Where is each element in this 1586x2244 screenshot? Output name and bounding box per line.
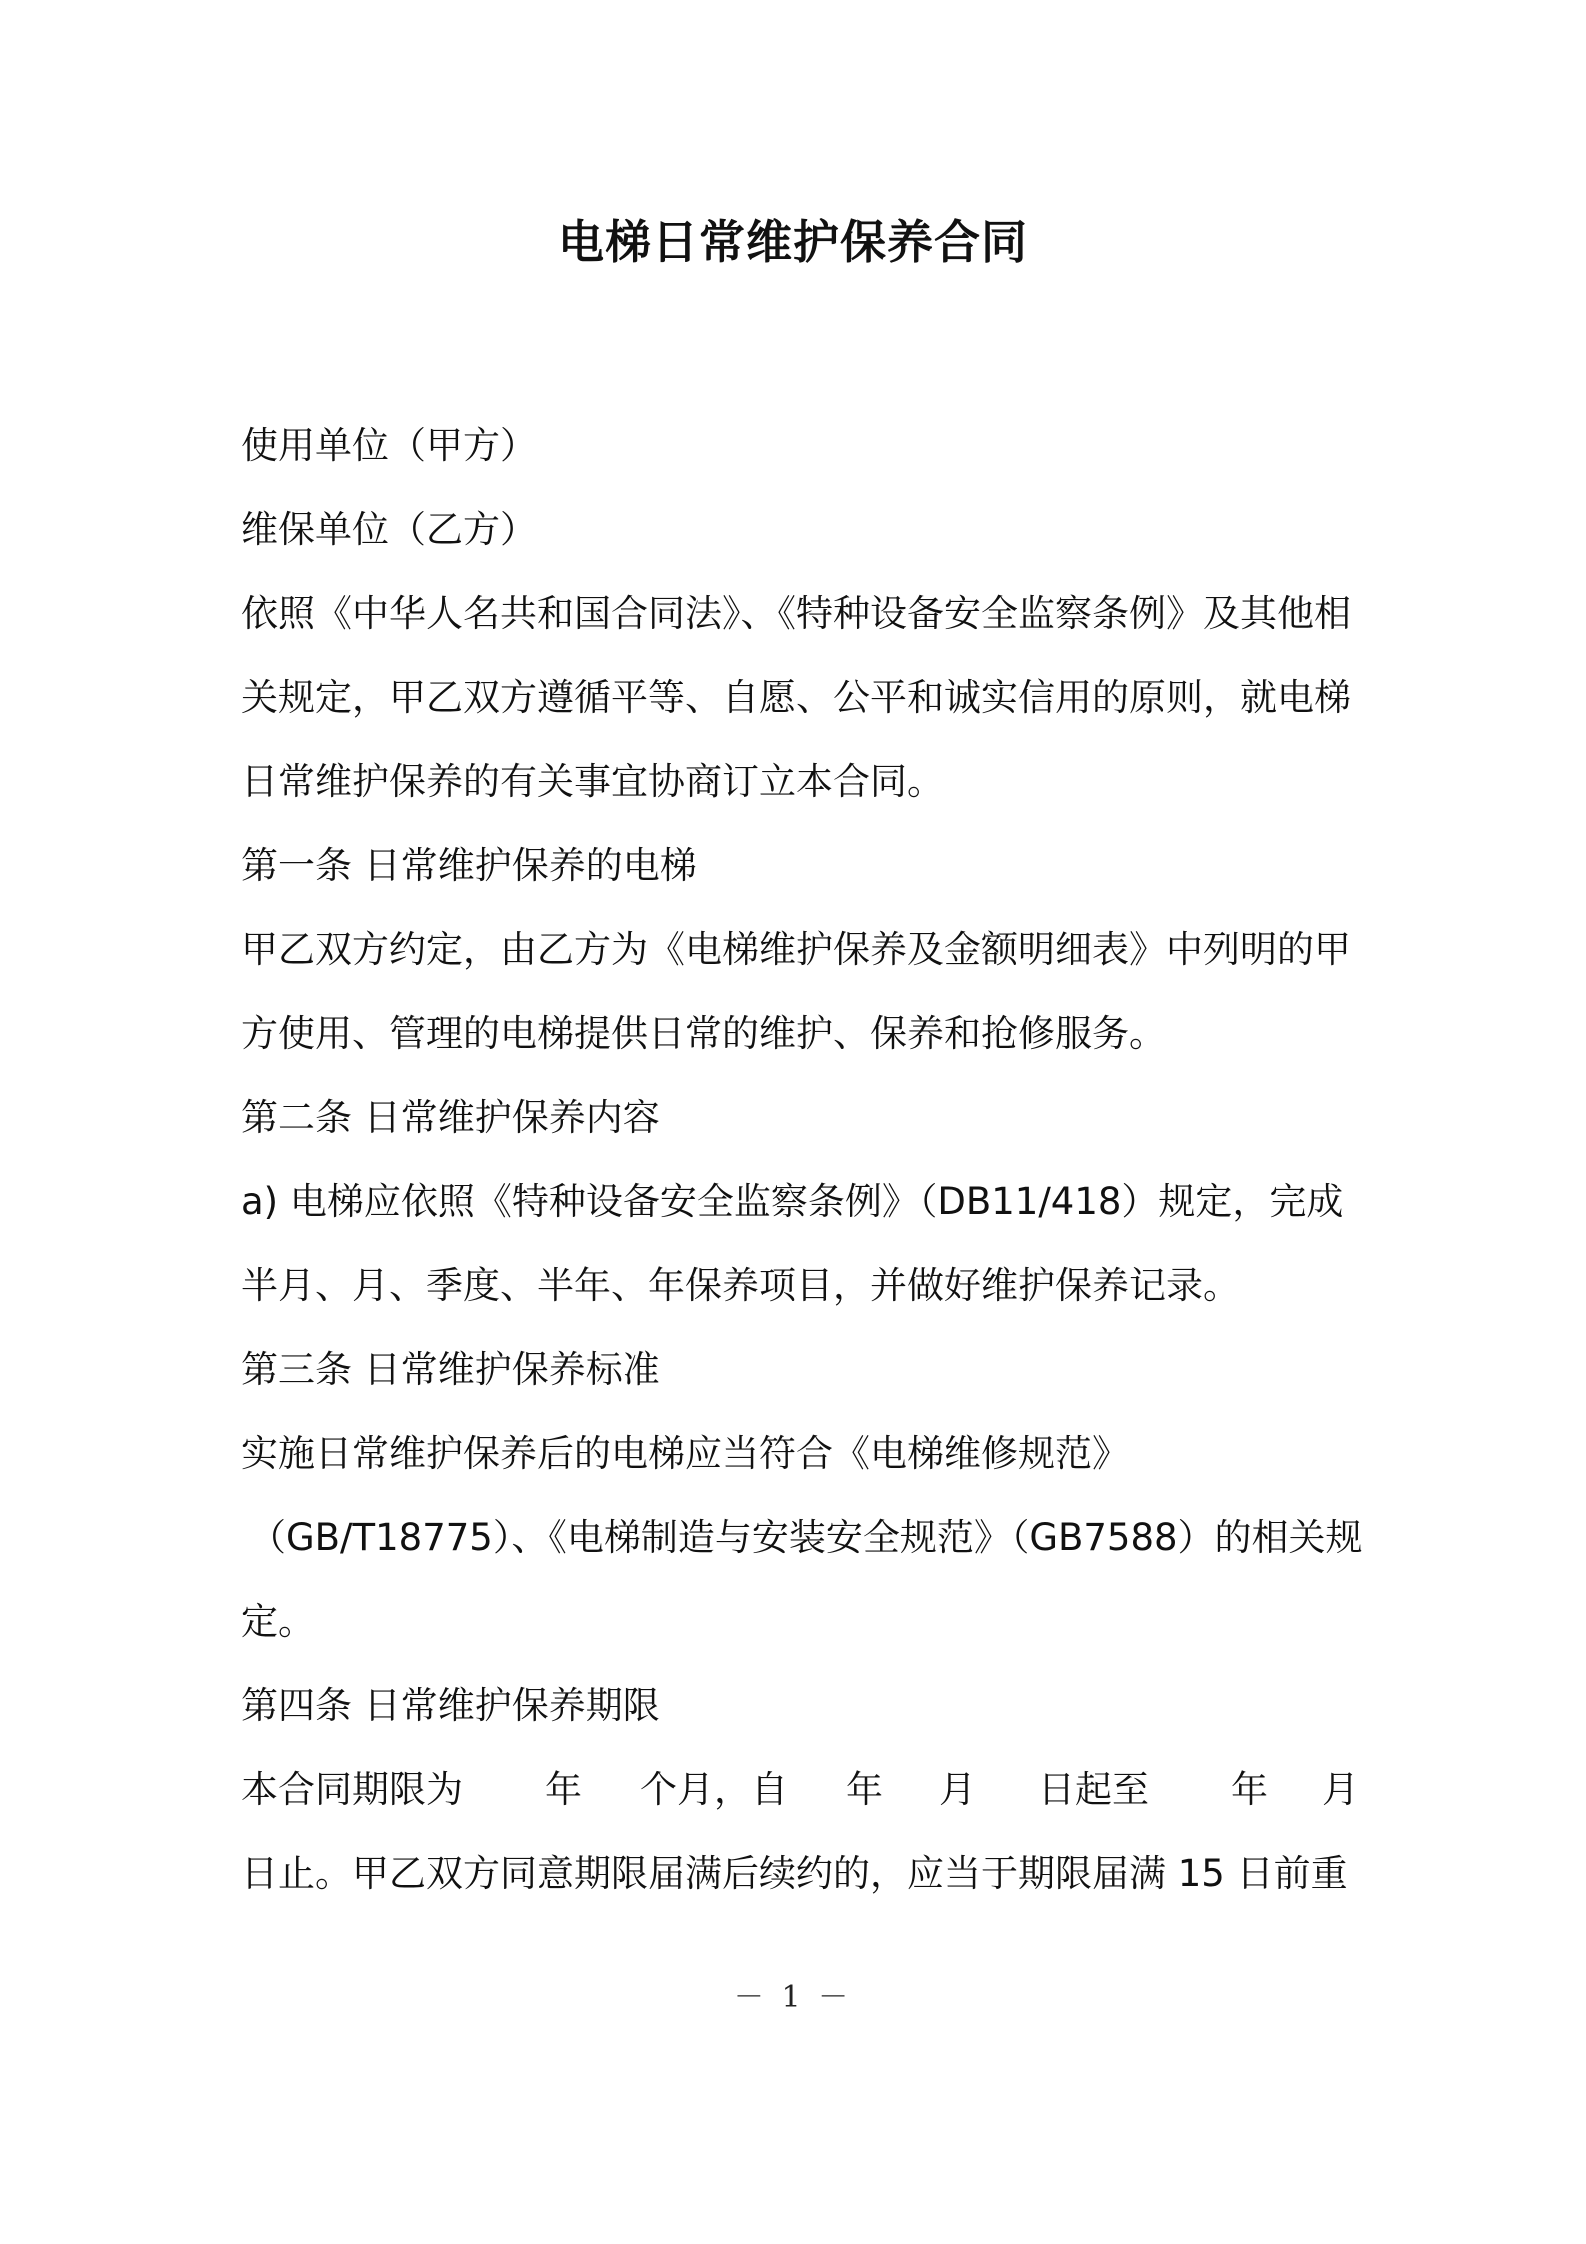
- term-label: 本合同期限为: [241, 1768, 463, 1811]
- article-4-heading: 第四条 日常维护保养期限: [241, 1684, 660, 1727]
- party-a-line: 使用单位（甲方）: [241, 424, 537, 467]
- start-year: 年: [846, 1768, 883, 1811]
- page-number: － 1 －: [733, 1980, 853, 2015]
- start-day-until: 日起至: [1038, 1768, 1149, 1811]
- article-4-term-line: [241, 1748, 1359, 1832]
- article-3-heading: 第三条 日常维护保养标准: [241, 1348, 660, 1391]
- article-3-line-1: 实施日常维护保养后的电梯应当符合《电梯维修规范》: [241, 1432, 1129, 1475]
- article-2-line-2: 半月、月、季度、半年、年保养项目，并做好维护保养记录。: [241, 1264, 1240, 1307]
- party-b-line: 维保单位（乙方）: [241, 508, 537, 551]
- article-1-heading: 第一条 日常维护保养的电梯: [241, 844, 697, 887]
- intro-line-2: 关规定，甲乙双方遵循平等、自愿、公平和诚实信用的原则，就电梯: [241, 676, 1351, 719]
- article-4-line-2: 日止。甲乙双方同意期限届满后续约的，应当于期限届满 15 日前重: [241, 1852, 1348, 1895]
- end-year: 年: [1231, 1768, 1268, 1811]
- document-title: 电梯日常维护保养合同: [558, 215, 1028, 269]
- term-months-from: 个月，自: [640, 1768, 788, 1811]
- document-body: [241, 404, 1363, 1916]
- article-2-heading: 第二条 日常维护保养内容: [241, 1096, 660, 1139]
- article-1-line-1: 甲乙双方约定，由乙方为《电梯维护保养及金额明细表》中列明的甲: [241, 928, 1351, 971]
- article-1-line-2: 方使用、管理的电梯提供日常的维护、保养和抢修服务。: [241, 1012, 1166, 1055]
- article-3-line-3: 定。: [241, 1600, 315, 1643]
- end-month: 月: [1322, 1768, 1359, 1811]
- start-month: 月: [939, 1768, 976, 1811]
- article-2-line-1: a) 电梯应依照《特种设备安全监察条例》（DB11/418）规定，完成: [241, 1180, 1344, 1223]
- term-years: 年: [545, 1768, 582, 1811]
- intro-line-1: 依照《中华人名共和国合同法》、《特种设备安全监察条例》及其他相: [241, 592, 1351, 635]
- article-3-line-2: （GB/T18775）、《电梯制造与安装安全规范》（GB7588）的相关规: [249, 1516, 1363, 1559]
- intro-line-3: 日常维护保养的有关事宜协商订立本合同。: [241, 760, 944, 803]
